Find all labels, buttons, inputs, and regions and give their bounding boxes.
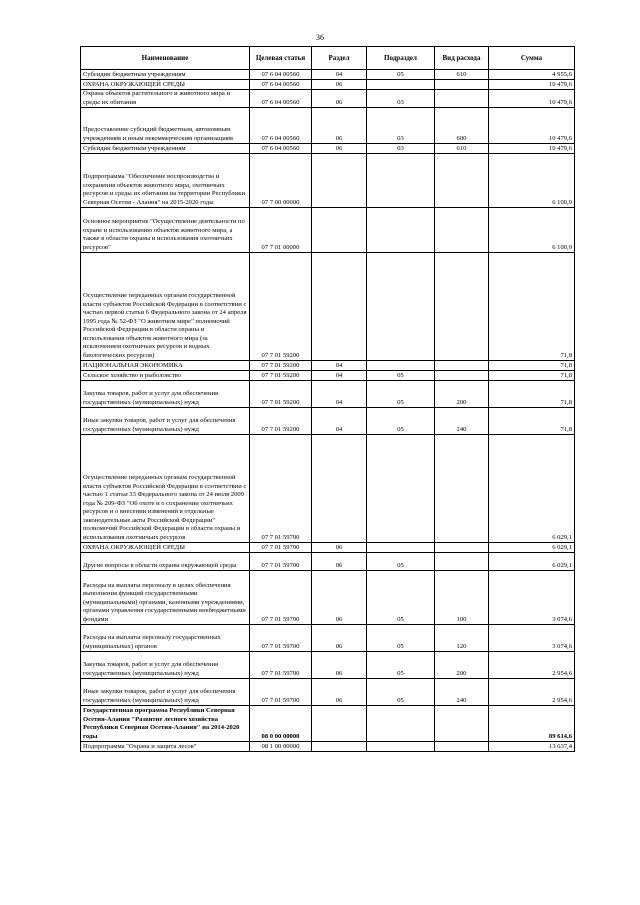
cell-section [312, 154, 367, 208]
cell-target: 08 1 00 00000 [250, 742, 312, 752]
cell-name: Другие вопросы в области охраны окружающей среды [81, 553, 250, 571]
cell-section: 04 [312, 371, 367, 381]
cell-section: 04 [312, 70, 367, 80]
table-row [81, 154, 575, 208]
cell-subsection [367, 435, 435, 543]
cell-expense-type [435, 543, 489, 553]
cell-sum: 10 479,6 [489, 90, 575, 108]
cell-expense-type: 240 [435, 679, 489, 706]
cell-sum: 6 100,9 [489, 208, 575, 253]
table-row [81, 70, 575, 80]
cell-sum: 6 029,1 [489, 435, 575, 543]
cell-expense-type: 610 [435, 144, 489, 154]
cell-expense-type: 100 [435, 571, 489, 625]
table-row [81, 144, 575, 154]
cell-subsection [367, 742, 435, 752]
cell-target: 07 7 01 59200 [250, 408, 312, 435]
cell-expense-type [435, 253, 489, 361]
cell-name: Охрана объектов растительного и животного мира и среды их обитания [81, 90, 250, 108]
cell-section [312, 208, 367, 253]
cell-target: 07 7 01 59200 [250, 361, 312, 371]
cell-target: 07 7 01 59200 [250, 371, 312, 381]
cell-expense-type [435, 553, 489, 571]
cell-subsection: 05 [367, 371, 435, 381]
cell-subsection [367, 361, 435, 371]
cell-sum: 71,8 [489, 408, 575, 435]
cell-name: ОХРАНА ОКРУЖАЮЩЕЙ СРЕДЫ [81, 80, 250, 90]
cell-subsection [367, 706, 435, 742]
cell-target: 07 7 01 59700 [250, 571, 312, 625]
cell-section: 06 [312, 679, 367, 706]
cell-name: Предоставление субсидий бюджетным, автономным учреждениям и иным некоммерческим организациям [81, 108, 250, 144]
col-header-sum: Сумма [489, 47, 575, 70]
cell-sum: 2 954,6 [489, 652, 575, 679]
cell-section: 04 [312, 381, 367, 408]
cell-subsection [367, 80, 435, 90]
cell-sum: 71,8 [489, 253, 575, 361]
cell-target: 07 7 01 59700 [250, 435, 312, 543]
cell-name: Основное мероприятие "Осуществление деятельности по охране и использованию объектов животного мира, а также в области охраны и использования охотничьих ресурсов" [81, 208, 250, 253]
cell-name: ОХРАНА ОКРУЖАЮЩЕЙ СРЕДЫ [81, 543, 250, 553]
col-header-name: Наименование [81, 47, 250, 70]
cell-target: 07 7 01 59700 [250, 679, 312, 706]
budget-table [80, 46, 575, 752]
cell-expense-type [435, 361, 489, 371]
cell-section [312, 706, 367, 742]
cell-section [312, 435, 367, 543]
table-row [81, 625, 575, 652]
cell-subsection: 05 [367, 625, 435, 652]
cell-name: НАЦИОНАЛЬНАЯ ЭКОНОМИКА [81, 361, 250, 371]
table-row [81, 90, 575, 108]
cell-section: 06 [312, 108, 367, 144]
cell-name: Субсидии бюджетным учреждениям [81, 144, 250, 154]
cell-name: Расходы на выплаты персоналу в целях обеспечения выполнения функций государственными (муниципальными) органами, казенными учреждениями, органами управления государственными внебюджетными фондами [81, 571, 250, 625]
cell-subsection: 05 [367, 679, 435, 706]
table-row [81, 571, 575, 625]
cell-subsection [367, 543, 435, 553]
cell-subsection: 05 [367, 381, 435, 408]
cell-section: 06 [312, 90, 367, 108]
cell-name: Подпрограмма "Обеспечение воспроизводства и сохранения объектов животного мира, охотничьих ресурсов и среды их обитания на территории Республики Северная Осетия - Алания" на 2015-2020 годы [81, 154, 250, 208]
cell-sum: 6 029,1 [489, 553, 575, 571]
cell-section [312, 253, 367, 361]
table-row [81, 408, 575, 435]
cell-sum: 71,8 [489, 371, 575, 381]
cell-name: Государственная программа Республики Северная Осетия-Алания "Развитие лесного хозяйства Республики Северная Осетия-Алания" на 2014-2020 годы [81, 706, 250, 742]
cell-target: 07 7 01 59200 [250, 381, 312, 408]
table-row [81, 108, 575, 144]
table-header-row [81, 47, 575, 70]
cell-subsection: 05 [367, 70, 435, 80]
cell-target: 07 7 00 00000 [250, 154, 312, 208]
table-row [81, 553, 575, 571]
cell-sum: 4 955,6 [489, 70, 575, 80]
cell-sum: 10 479,6 [489, 144, 575, 154]
cell-target: 07 7 01 59700 [250, 543, 312, 553]
cell-sum: 3 074,6 [489, 571, 575, 625]
cell-section: 06 [312, 553, 367, 571]
cell-subsection: 05 [367, 553, 435, 571]
table-row [81, 361, 575, 371]
cell-subsection: 05 [367, 571, 435, 625]
cell-name: Закупка товаров, работ и услуг для обеспечения государственных (муниципальных) нужд [81, 381, 250, 408]
col-header-target: Целевая статья [250, 47, 312, 70]
table-row [81, 543, 575, 553]
cell-section: 04 [312, 361, 367, 371]
cell-expense-type: 200 [435, 381, 489, 408]
cell-sum: 3 074,6 [489, 625, 575, 652]
cell-sum: 2 954,6 [489, 679, 575, 706]
cell-expense-type [435, 706, 489, 742]
table-row [81, 706, 575, 742]
col-header-subsection: Подраздел [367, 47, 435, 70]
cell-expense-type [435, 742, 489, 752]
cell-expense-type [435, 435, 489, 543]
cell-sum: 6 029,1 [489, 543, 575, 553]
cell-expense-type [435, 208, 489, 253]
table-row [81, 371, 575, 381]
table-row [81, 652, 575, 679]
cell-target: 07 7 01 59700 [250, 553, 312, 571]
cell-target: 07 7 01 59700 [250, 652, 312, 679]
page-number: 36 [316, 33, 324, 42]
table-row [81, 381, 575, 408]
cell-sum: 71,8 [489, 361, 575, 371]
table-row [81, 435, 575, 543]
cell-expense-type: 610 [435, 70, 489, 80]
cell-target: 07 6 04 00560 [250, 80, 312, 90]
cell-name: Закупка товаров, работ и услуг для обеспечения государственных (муниципальных) нужд [81, 652, 250, 679]
cell-section [312, 742, 367, 752]
cell-sum: 89 614,6 [489, 706, 575, 742]
cell-section: 04 [312, 408, 367, 435]
cell-section: 06 [312, 652, 367, 679]
cell-name: Иные закупки товаров, работ и услуг для обеспечения государственных (муниципальных) нужд [81, 679, 250, 706]
cell-expense-type [435, 154, 489, 208]
table-row [81, 208, 575, 253]
cell-subsection: 03 [367, 108, 435, 144]
cell-section: 06 [312, 80, 367, 90]
cell-sum: 6 100,9 [489, 154, 575, 208]
table-row [81, 742, 575, 752]
cell-sum: 10 479,6 [489, 108, 575, 144]
cell-expense-type [435, 371, 489, 381]
cell-sum: 10 479,6 [489, 80, 575, 90]
cell-section: 06 [312, 625, 367, 652]
cell-name: Осуществление переданных органам государственной власти субъектов Российской Федерации в соответствии с частью первой статьи 6 Федерального закона от 24 апреля 1995 года № 52-ФЗ "О животном мире" полномочий Российской Федерации в области охраны и использования объектов животного мира (за исключением охотничьих ресурсов и водных биологических ресурсов) [81, 253, 250, 361]
cell-expense-type: 600 [435, 108, 489, 144]
cell-name: Подпрограмма "Охрана и защита лесов" [81, 742, 250, 752]
cell-target: 07 6 04 00560 [250, 108, 312, 144]
cell-subsection: 03 [367, 144, 435, 154]
cell-target: 07 7 01 59200 [250, 253, 312, 361]
col-header-expense-type: Вид расхода [435, 47, 489, 70]
cell-subsection: 05 [367, 408, 435, 435]
cell-target: 07 6 04 00560 [250, 70, 312, 80]
cell-name: Расходы на выплаты персоналу государственных (муниципальных) органов [81, 625, 250, 652]
cell-subsection: 05 [367, 652, 435, 679]
cell-subsection [367, 208, 435, 253]
cell-expense-type [435, 80, 489, 90]
cell-target: 07 6 04 00560 [250, 144, 312, 154]
table-row [81, 679, 575, 706]
cell-section: 06 [312, 571, 367, 625]
cell-subsection: 03 [367, 90, 435, 108]
cell-target: 07 7 01 00000 [250, 208, 312, 253]
cell-sum: 71,8 [489, 381, 575, 408]
cell-subsection [367, 154, 435, 208]
cell-section: 06 [312, 144, 367, 154]
cell-name: Иные закупки товаров, работ и услуг для обеспечения государственных (муниципальных) нужд [81, 408, 250, 435]
cell-expense-type: 120 [435, 625, 489, 652]
cell-section: 06 [312, 543, 367, 553]
cell-name: Сельское хозяйство и рыболовство [81, 371, 250, 381]
cell-target: 08 0 00 00000 [250, 706, 312, 742]
cell-sum: 13 637,4 [489, 742, 575, 752]
cell-name: Осуществление переданных органам государственной власти субъектов Российской Федерации в соответствии с частью 1 статьи 33 Федерального закона от 24 июля 2009 года № 209-ФЗ "Об охоте и о сохранении охотничьих ресурсов и о внесении изменений в отдельные законодательные акты Российской Федерации" полномочий Российской Федерации в области охраны и использования охотничьих ресурсов [81, 435, 250, 543]
cell-target: 07 7 01 59700 [250, 625, 312, 652]
cell-expense-type [435, 90, 489, 108]
cell-expense-type: 200 [435, 652, 489, 679]
cell-name: Субсидии бюджетным учреждениям [81, 70, 250, 80]
table-row [81, 80, 575, 90]
table-row [81, 253, 575, 361]
cell-subsection [367, 253, 435, 361]
table-body [81, 70, 575, 752]
cell-target: 07 6 04 00560 [250, 90, 312, 108]
col-header-section: Раздел [312, 47, 367, 70]
cell-expense-type: 240 [435, 408, 489, 435]
